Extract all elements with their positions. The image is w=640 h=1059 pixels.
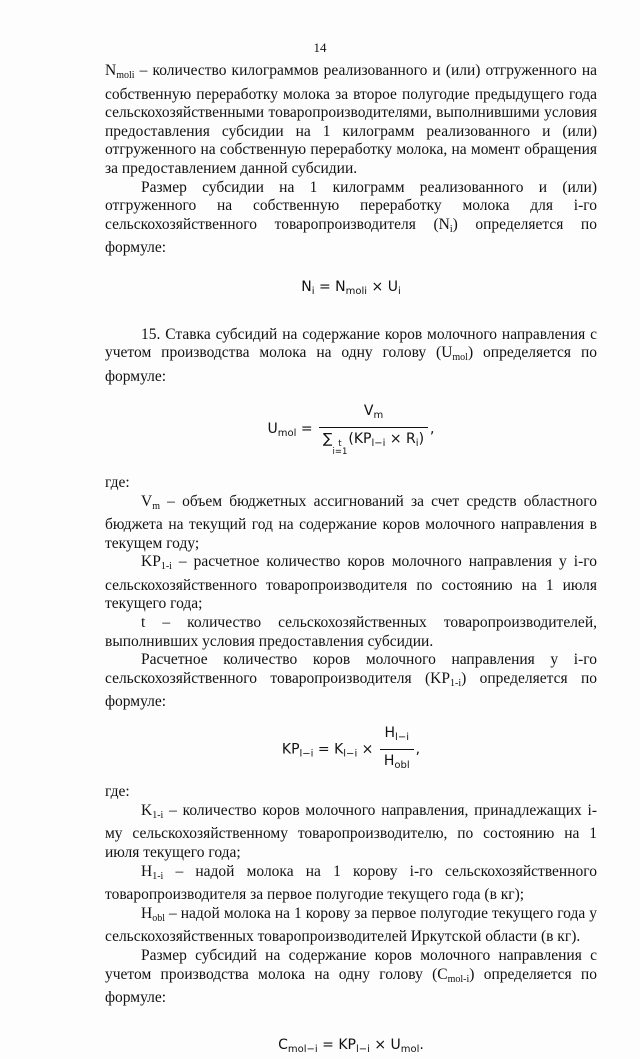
formula-symbol: (KP: [348, 430, 372, 447]
formula-punctuation: .: [419, 1036, 424, 1053]
formula-subscript: l−i: [299, 748, 314, 760]
paragraph-subscript: i: [449, 223, 453, 235]
definition-text: – надой молока на 1 корову i-го сельскохозяйственного товаропроизводителя за первое полугодие текущего года (в кг);: [105, 862, 597, 904]
formula-operator: =: [314, 278, 336, 295]
formula-symbol: H: [383, 752, 395, 769]
definition-text: – надой молока на 1 корову за первое полугодие текущего года у сельскохозяйственных товаропроизводителей Иркутской области (в кг).: [105, 904, 597, 946]
formula-symbol: ): [418, 430, 425, 447]
formula-subscript: i: [397, 285, 401, 297]
paragraph-calc-count: [105, 651, 597, 712]
symbol: KP: [141, 553, 161, 571]
formula-symbol: KP: [281, 741, 300, 758]
formula-punctuation: ,: [415, 741, 421, 758]
formula-symbol: N: [301, 278, 312, 295]
definition-h1: [105, 863, 597, 905]
document-body: [105, 62, 597, 1059]
formula-operator: =: [313, 741, 335, 758]
paragraph-text-end: ) определяется по формуле:: [105, 965, 597, 1007]
formula-subscript: mol−i: [287, 1043, 318, 1055]
fraction-numerator: [360, 402, 387, 427]
formula-symbol: KP: [338, 1036, 356, 1053]
paragraph-text-end: ) определяется по формуле:: [105, 215, 597, 257]
symbol-subscript: 1-i: [152, 809, 164, 821]
formula-operator: ×: [367, 278, 388, 295]
definition-hobl: [105, 905, 597, 947]
formula-operator: =: [296, 421, 318, 438]
formula-symbol: U: [267, 421, 278, 438]
formula-symbol: N: [335, 278, 346, 295]
paragraph-subscript: mol-i: [447, 973, 470, 985]
formula-symbol: K: [334, 741, 344, 758]
formula-fraction: [380, 724, 414, 775]
paragraph-size-cmol: [105, 947, 597, 1008]
formula-operator: =: [317, 1036, 339, 1053]
sum-sign: ∑: [323, 430, 333, 447]
paragraph-text-end: ) определяется по формуле:: [105, 669, 597, 711]
definition-text: – расчетное количество коров молочного направления у i-го сельскохозяйственного товаропроизводителя по состоянию на 1 июля текущего года;: [105, 553, 597, 613]
formula-subscript: i: [415, 437, 419, 449]
symbol-subscript: m: [152, 500, 160, 512]
paragraph-subscript: mol: [452, 352, 468, 364]
formula-operator: ×: [369, 1036, 391, 1053]
paragraph-text: Расчетное количество коров молочного направления у i-го сельскохозяйственного товаропроизводителя (KP: [105, 651, 597, 687]
where-label-1: где:: [105, 473, 130, 491]
paragraph-text-end: ) определяется по формуле:: [105, 344, 597, 385]
definition-text: – количество килограммов реализованного и (или) отгруженного на собственную переработку молока за второе полугодие предыдущего года сельскохозяйственными товаропроизводителями, выполнившими условия предоставления субсидии на 1 килограмм реализованного и (или) отгруженного на собственную переработку молока, на момент обращения за предоставлением данной субсидии.: [105, 62, 597, 177]
symbol-subscript: moli: [116, 70, 135, 81]
sum-lower: i=1: [332, 446, 348, 457]
sum-limits: [332, 440, 347, 456]
formula-punctuation: ,: [430, 421, 435, 438]
symbol: H: [141, 862, 153, 880]
formula-fraction: [319, 402, 428, 456]
formula-symbol: × R: [385, 430, 416, 447]
formula-umol: [105, 402, 597, 456]
formula-subscript: m: [373, 410, 384, 422]
formula-subscript: mol: [277, 428, 297, 440]
paragraph-text: Размер субсидий на содержание коров молочного направления с учетом производства молока на одну голову (C: [105, 946, 597, 983]
formula-subscript: i: [311, 285, 315, 297]
paragraph-text: 15. Ставка субсидий на содержание коров молочного направления с учетом производства молока на одну голову (U: [105, 325, 597, 362]
symbol-subscript: obl: [152, 912, 165, 924]
symbol-subscript: 1-i: [160, 561, 172, 573]
definition-vm: [105, 493, 597, 554]
formula-cmol: [105, 1036, 597, 1059]
definition-text: – количество коров молочного направления, принадлежащих i-му сельскохозяйственному товаропроизводителю, по состоянию на 1 июля текущего года;: [105, 801, 597, 861]
formula-symbol: V: [363, 403, 374, 420]
where-label-2: где:: [105, 783, 130, 801]
formula-subscript: l−i: [395, 732, 409, 744]
formula-subscript: mol: [400, 1043, 420, 1055]
formula-kp: [105, 724, 597, 775]
formula-ni: [105, 278, 597, 302]
formula-subscript: l−i: [355, 1043, 370, 1055]
page-number: 14: [313, 40, 327, 55]
symbol: V: [141, 492, 153, 510]
formula-symbol: U: [387, 278, 398, 295]
definition-k: [105, 802, 597, 863]
formula-symbol: C: [278, 1036, 288, 1053]
formula-symbol: U: [390, 1036, 401, 1053]
definition-kp: [105, 553, 597, 614]
definition-text: – объем бюджетных ассигнований за счет средств областного бюджета на текущий год на содержание коров молочного направления в текущем году;: [105, 492, 597, 552]
formula-symbol: H: [384, 725, 396, 742]
sum-upper: t: [338, 438, 342, 449]
formula-subscript: l−i: [371, 437, 386, 449]
formula-operator: ×: [357, 741, 378, 758]
symbol-subscript: 1-i: [152, 870, 164, 882]
formula-subscript: moli: [345, 285, 368, 297]
definition-t: t – количество сельскохозяйственных товаропроизводителей, выполнивших условия предоставления субсидии.: [105, 614, 597, 650]
formula-subscript: obl: [394, 759, 410, 771]
symbol: K: [141, 801, 153, 819]
paragraph-size-per-kg: [105, 179, 597, 258]
paragraph-subscript: 1-i: [449, 677, 462, 689]
paragraph-15: [105, 326, 597, 387]
symbol: H: [141, 904, 153, 922]
fraction-denominator: [380, 749, 414, 776]
fraction-denominator: [319, 427, 428, 456]
formula-subscript: l−i: [343, 748, 358, 760]
symbol: N: [105, 62, 117, 79]
paragraph-text: Размер субсидии на 1 килограмм реализованного и (или) отгруженного на собственную переработку молока для i-го сельскохозяйственного товаропроизводителя (N: [105, 178, 597, 233]
definition-nmol: [105, 62, 597, 179]
fraction-numerator: [381, 724, 413, 749]
